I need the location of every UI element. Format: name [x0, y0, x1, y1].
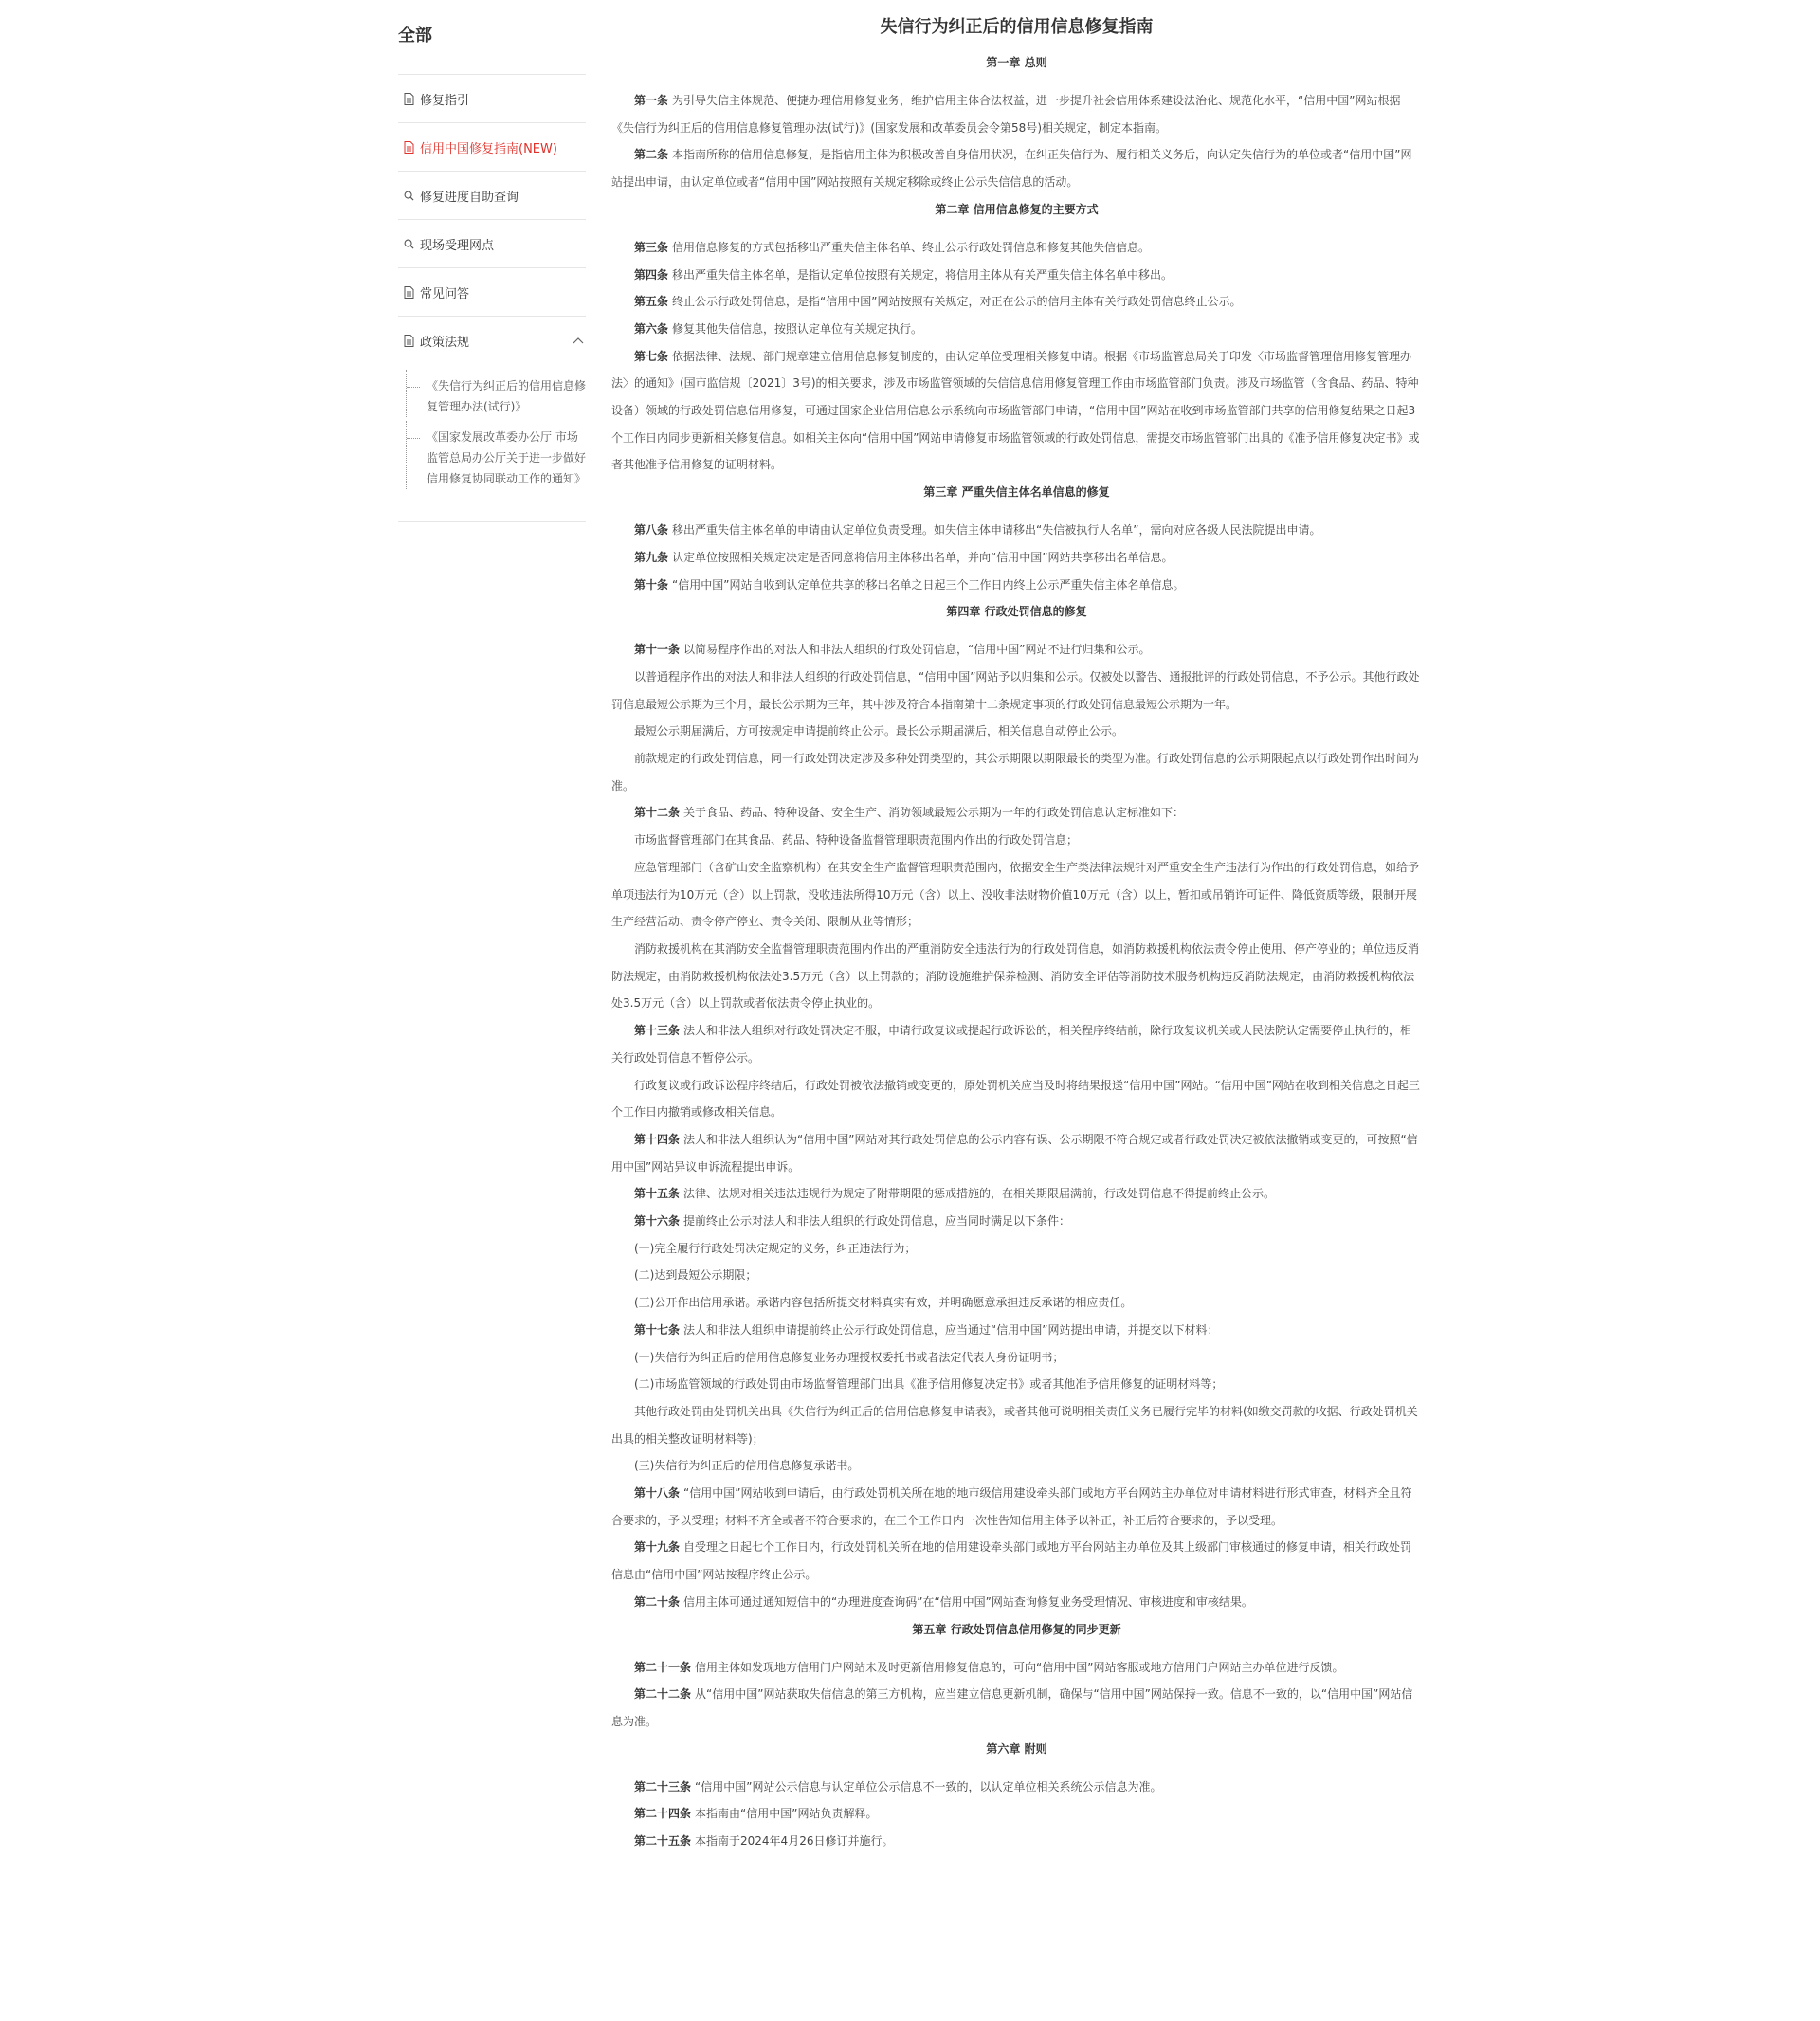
article-text: (二)达到最短公示期限； [634, 1268, 757, 1283]
article-text: 本指南于2024年4月26日修订并施行。 [695, 1834, 894, 1848]
document-icon [404, 93, 414, 105]
article-number: 第五条 [634, 295, 669, 309]
article-text: 修复其他失信信息，按照认定单位有关规定执行。 [672, 321, 923, 336]
article-paragraph [611, 1774, 1422, 1801]
article-text: (一)完全履行行政处罚决定规定的义务，纠正违法行为； [634, 1241, 917, 1255]
sidebar-item-repair-guide[interactable] [398, 75, 586, 123]
sidebar-item-credit-china-guide[interactable] [398, 123, 586, 172]
article-text: 提前终止公示对法人和非法人组织的行政处罚信息，应当同时满足以下条件： [683, 1214, 1071, 1229]
document-icon [404, 141, 414, 154]
article-number: 第十三条 [634, 1024, 681, 1038]
article-paragraph [611, 1235, 1422, 1263]
article-paragraph [611, 316, 1422, 343]
article-text: 法人和非法人组织申请提前终止公示行政处罚信息，应当通过“信用中国”网站提出申请，并提交以下材料： [683, 1322, 1219, 1337]
article-number: 第十九条 [634, 1540, 681, 1555]
article-number: 第九条 [634, 550, 669, 564]
article-paragraph [611, 1126, 1422, 1180]
document-content [611, 13, 1422, 1855]
document-sections [611, 53, 1422, 1855]
sidebar-item-label: 现场受理网点 [420, 238, 495, 253]
article-number: 第二十四条 [634, 1807, 692, 1821]
article-number: 第一条 [634, 94, 669, 107]
article-text: 本指南由“信用中国”网站负责解释。 [695, 1807, 878, 1821]
article-paragraph [611, 544, 1422, 572]
article-text: 法人和非法人组织对行政处罚决定不服，申请行政复议或提起行政诉讼的，相关程序终结前，除行政复议机关或人民法院认定需要停止执行的，相关行政处罚信息不暂停公示。 [611, 1024, 1412, 1065]
policy-link-label: 《失信行为纠正后的信用信息修复管理办法(试行)》 [427, 379, 587, 413]
article-number: 第十五条 [634, 1187, 681, 1201]
chapter-heading: 第四章 行政处罚信息的修复 [946, 605, 1087, 619]
article-paragraph [611, 1480, 1422, 1534]
article-number: 第二十条 [634, 1594, 681, 1609]
article-text: (二)市场监管领域的行政处罚由市场监督管理部门出具《准予信用修复决定书》或者其他准予信用修复的证明材料等； [634, 1377, 1224, 1392]
article-text: “信用中国”网站公示信息与认定单位公示信息不一致的，以认定单位相关系统公示信息为准。 [695, 1779, 1162, 1793]
sidebar-item-progress-query[interactable] [398, 172, 586, 220]
chapter-heading: 第一章 总则 [986, 56, 1047, 69]
sidebar-title: 全部 [398, 25, 586, 75]
sidebar-item-policies[interactable] [398, 317, 586, 364]
policy-sublist [398, 364, 586, 522]
article-text: 信用主体如发现地方信用门户网站未及时更新信用修复信息的，可向“信用中国”网站客服或地方信用门户网站主办单位进行反馈。 [695, 1660, 1344, 1674]
tree-connector [406, 370, 422, 417]
article-text: 信用主体可通过通知短信中的“办理进度查询码”在“信用中国”网站查询修复业务受理情况、审核进度和审核结果。 [683, 1594, 1253, 1609]
sidebar-item-label: 政策法规 [420, 335, 470, 350]
article-text: (三)失信行为纠正后的信用信息修复承诺书。 [634, 1459, 860, 1473]
article-text: 终止公示行政处罚信息，是指“信用中国”网站按照有关规定，对正在公示的信用主体有关行政处罚信息终止公示。 [672, 295, 1242, 309]
article-text: 以普通程序作出的对法人和非法人组织的行政处罚信息，“信用中国”网站予以归集和公示。仅被处以警告、通报批评的行政处罚信息，不予公示。其他行政处罚信息最短公示期为三个月，最长公示期为三年，其中涉及符合本指南第十二条规定事项的行政处罚信息最短公示期为一年。 [611, 669, 1420, 711]
article-paragraph [611, 745, 1422, 799]
article-text: (三)公开作出信用承诺。承诺内容包括所提交材料真实有效，并明确愿意承担违反承诺的相应责任。 [634, 1296, 1133, 1310]
search-icon [404, 190, 414, 202]
sidebar-item-label: 信用中国修复指南(NEW) [420, 141, 557, 156]
search-icon [404, 238, 414, 250]
article-paragraph [611, 1180, 1422, 1208]
article-number: 第十二条 [634, 806, 681, 820]
article-text: 市场监督管理部门在其食品、药品、特种设备监督管理职责范围内作出的行政处罚信息； [634, 833, 1079, 847]
article-text: 前款规定的行政处罚信息，同一行政处罚决定涉及多种处罚类型的，其公示期限以期限最长的类型为准。行政处罚信息的公示期限起点以行政处罚作出时间为准。 [611, 752, 1420, 792]
sidebar-nav [398, 25, 586, 522]
article-paragraph [611, 664, 1422, 718]
article-text: 消防救援机构在其消防安全监督管理职责范围内作出的严重消防安全违法行为的行政处罚信息，如消防救援机构依法责令停止使用、停产停业的；单位违反消防法规定，由消防救援机构依法处3.5万元（含）以上罚款的；消防设施维护保养检测、消防安全评估等消防技术服务机构违反消防法规定，由消防救援机构依法处3.5万元（含）以上罚款或者依法责令停止执业的。 [611, 941, 1420, 1010]
article-paragraph [611, 1072, 1422, 1126]
policy-link-coordination-notice[interactable] [406, 427, 586, 489]
article-paragraph [611, 87, 1422, 141]
article-text: 法律、法规对相关违法违规行为规定了附带期限的惩戒措施的，在相关期限届满前，行政处罚信息不得提前终止公示。 [683, 1187, 1276, 1201]
article-number: 第十七条 [634, 1322, 681, 1337]
article-text: 最短公示期届满后，方可按规定申请提前终止公示。最长公示期届满后，相关信息自动停止公示。 [634, 724, 1124, 738]
article-text: 其他行政处罚由处罚机关出具《失信行为纠正后的信用信息修复申请表》，或者其他可说明相关责任义务已履行完毕的材料(如缴交罚款的收据、行政处罚机关出具的相关整改证明材料等)； [611, 1404, 1418, 1446]
article-text: 为引导失信主体规范、便捷办理信用修复业务，维护信用主体合法权益，进一步提升社会信用体系建设法治化、规范化水平，“信用中国”网站根据《失信行为纠正后的信用信息修复管理办法(试行)》(国家发展和改革委员会令第58号)相关规定，制定本指南。 [611, 94, 1401, 135]
document-icon [404, 286, 414, 299]
article-paragraph [611, 799, 1422, 827]
policy-link-repair-measures[interactable] [406, 375, 586, 417]
article-paragraph [611, 343, 1422, 480]
article-text: “信用中国”网站收到申请后，由行政处罚机关所在地的地市级信用建设牵头部门或地方平台网站主办单位对申请材料进行形式审查，材料齐全且符合要求的，予以受理；材料不齐全或者不符合要求的，在三个工作日内一次性告知信用主体予以补正，补正后符合要求的，予以受理。 [611, 1486, 1412, 1527]
article-text: 从“信用中国”网站获取失信信息的第三方机构，应当建立信息更新机制，确保与“信用中国”网站保持一致。信息不一致的，以“信用中国”网站信息为准。 [611, 1687, 1413, 1728]
article-text: 认定单位按照相关规定决定是否同意将信用主体移出名单，并向“信用中国”网站共享移出名单信息。 [672, 550, 1174, 564]
policy-link-label: 《国家发展改革委办公厅 市场监管总局办公厅关于进一步做好信用修复协同联动工作的通知》 [427, 430, 587, 485]
article-number: 第十八条 [634, 1486, 681, 1501]
article-paragraph [611, 1371, 1422, 1398]
article-number: 第三条 [634, 240, 669, 254]
article-text: 自受理之日起七个工作日内，行政处罚机关所在地的信用建设牵头部门或地方平台网站主办单位及其上级部门审核通过的修复申请，相关行政处罚信息由“信用中国”网站按程序终止公示。 [611, 1540, 1412, 1582]
article-number: 第十六条 [634, 1214, 681, 1229]
sidebar-item-label: 修复指引 [420, 93, 470, 108]
article-paragraph [611, 1017, 1422, 1071]
article-paragraph [611, 1452, 1422, 1480]
article-paragraph [611, 1344, 1422, 1372]
article-number: 第二十一条 [634, 1660, 692, 1674]
article-paragraph [611, 288, 1422, 316]
sidebar-item-faq[interactable] [398, 268, 586, 317]
article-paragraph [611, 1208, 1422, 1235]
article-number: 第二十三条 [634, 1779, 692, 1793]
article-number: 第十四条 [634, 1132, 681, 1146]
article-paragraph [611, 1681, 1422, 1735]
article-text: 关于食品、药品、特种设备、安全生产、消防领域最短公示期为一年的行政处罚信息认定标准如下： [683, 806, 1185, 820]
article-paragraph [611, 1317, 1422, 1344]
article-paragraph [611, 1398, 1422, 1452]
article-paragraph [611, 572, 1422, 599]
article-paragraph [611, 936, 1422, 1017]
article-paragraph [611, 827, 1422, 854]
article-number: 第二条 [634, 148, 669, 162]
article-number: 第十条 [634, 577, 669, 592]
article-paragraph [611, 1262, 1422, 1289]
article-paragraph [611, 1289, 1422, 1317]
article-text: (一)失信行为纠正后的信用信息修复业务办理授权委托书或者法定代表人身份证明书； [634, 1350, 1065, 1364]
article-text: 移出严重失信主体名单的申请由认定单位负责受理。如失信主体申请移出“失信被执行人名单”，需向对应各级人民法院提出申请。 [672, 523, 1321, 537]
article-text: “信用中国”网站自收到认定单位共享的移出名单之日起三个工作日内终止公示严重失信主体名单信息。 [672, 577, 1185, 592]
article-text: 依据法律、法规、部门规章建立信用信息修复制度的，由认定单位受理相关修复申请。根据《市场监管总局关于印发〈市场监督管理信用修复管理办法〉的通知》(国市监信规〔2021〕3号)的相关要求，涉及市场监管领域的失信信息信用修复管理工作由市场监管部门负责。涉及市场监管（含食品、药品、特种设备）领域的行政处罚信息信用修复，可通过国家企业信用信息公示系统向市场监管部门申请，“信用中国”网站在收到市场监管部门共享的信用修复结果之日起3个工作日内同步更新相关修复信息。如相关主体向“信用中国”网站申请修复市场监管领域的行政处罚信息，需提交市场监管部门出具的《准予信用修复决定书》或者其他准予信用修复的证明材料。 [611, 349, 1420, 472]
sidebar-item-label: 修复进度自助查询 [420, 190, 519, 205]
article-paragraph [611, 1800, 1422, 1828]
sidebar-item-service-points[interactable] [398, 220, 586, 268]
article-text: 移出严重失信主体名单，是指认定单位按照有关规定，将信用主体从有关严重失信主体名单中移出。 [672, 267, 1174, 282]
chapter-heading: 第二章 信用信息修复的主要方式 [935, 202, 1099, 216]
article-paragraph [611, 234, 1422, 262]
article-paragraph [611, 636, 1422, 664]
article-text: 本指南所称的信用信息修复，是指信用主体为积极改善自身信用状况，在纠正失信行为、履行相关义务后，向认定失信行为的单位或者“信用中国”网站提出申请，由认定单位或者“信用中国”网站按照有关规定移除或终止公示失信信息的活动。 [611, 148, 1412, 190]
article-number: 第六条 [634, 321, 669, 336]
article-number: 第十一条 [634, 643, 681, 657]
article-number: 第四条 [634, 267, 669, 282]
article-text: 法人和非法人组织认为“信用中国”网站对其行政处罚信息的公示内容有误、公示期限不符合规定或者行政处罚决定被依法撤销或变更的，可按照“信用中国”网站异议申诉流程提出申诉。 [611, 1132, 1418, 1174]
article-text: 以简易程序作出的对法人和非法人组织的行政处罚信息，“信用中国”网站不进行归集和公示。 [683, 643, 1151, 657]
tree-connector [406, 421, 422, 489]
sidebar-item-label: 常见问答 [420, 286, 470, 301]
article-paragraph [611, 262, 1422, 289]
chapter-heading: 第五章 行政处罚信息信用修复的同步更新 [912, 1622, 1121, 1636]
chevron-up-icon[interactable] [573, 337, 584, 344]
article-paragraph [611, 1589, 1422, 1616]
article-text: 信用信息修复的方式包括移出严重失信主体名单、终止公示行政处罚信息和修复其他失信信息。 [672, 240, 1151, 254]
chapter-heading: 第三章 严重失信主体名单信息的修复 [923, 485, 1110, 500]
document-icon [404, 335, 414, 347]
article-number: 第二十二条 [634, 1687, 692, 1702]
article-number: 第二十五条 [634, 1834, 692, 1848]
article-paragraph [611, 517, 1422, 544]
article-paragraph [611, 1828, 1422, 1855]
article-paragraph [611, 854, 1422, 936]
article-number: 第八条 [634, 523, 669, 537]
article-number: 第七条 [634, 349, 669, 363]
article-paragraph [611, 141, 1422, 195]
article-paragraph [611, 718, 1422, 745]
article-text: 行政复议或行政诉讼程序终结后，行政处罚被依法撤销或变更的，原处罚机关应当及时将结果报送“信用中国”网站。“信用中国”网站在收到相关信息之日起三个工作日内撤销或修改相关信息。 [611, 1078, 1420, 1120]
page-title: 失信行为纠正后的信用信息修复指南 [880, 17, 1154, 37]
article-text: 应急管理部门（含矿山安全监察机构）在其安全生产监督管理职责范围内，依据安全生产类法律法规针对严重安全生产违法行为作出的行政处罚信息，如给予单项违法行为10万元（含）以上罚款，没收违法所得10万元（含）以上、没收非法财物价值10万元（含）以上，暂扣或吊销许可证件、降低资质等级，限制开展生产经营活动、责令停产停业、责令关闭、限制从业等情形； [611, 860, 1420, 929]
article-paragraph [611, 1654, 1422, 1682]
chapter-heading: 第六章 附则 [986, 1741, 1047, 1756]
article-paragraph [611, 1534, 1422, 1588]
